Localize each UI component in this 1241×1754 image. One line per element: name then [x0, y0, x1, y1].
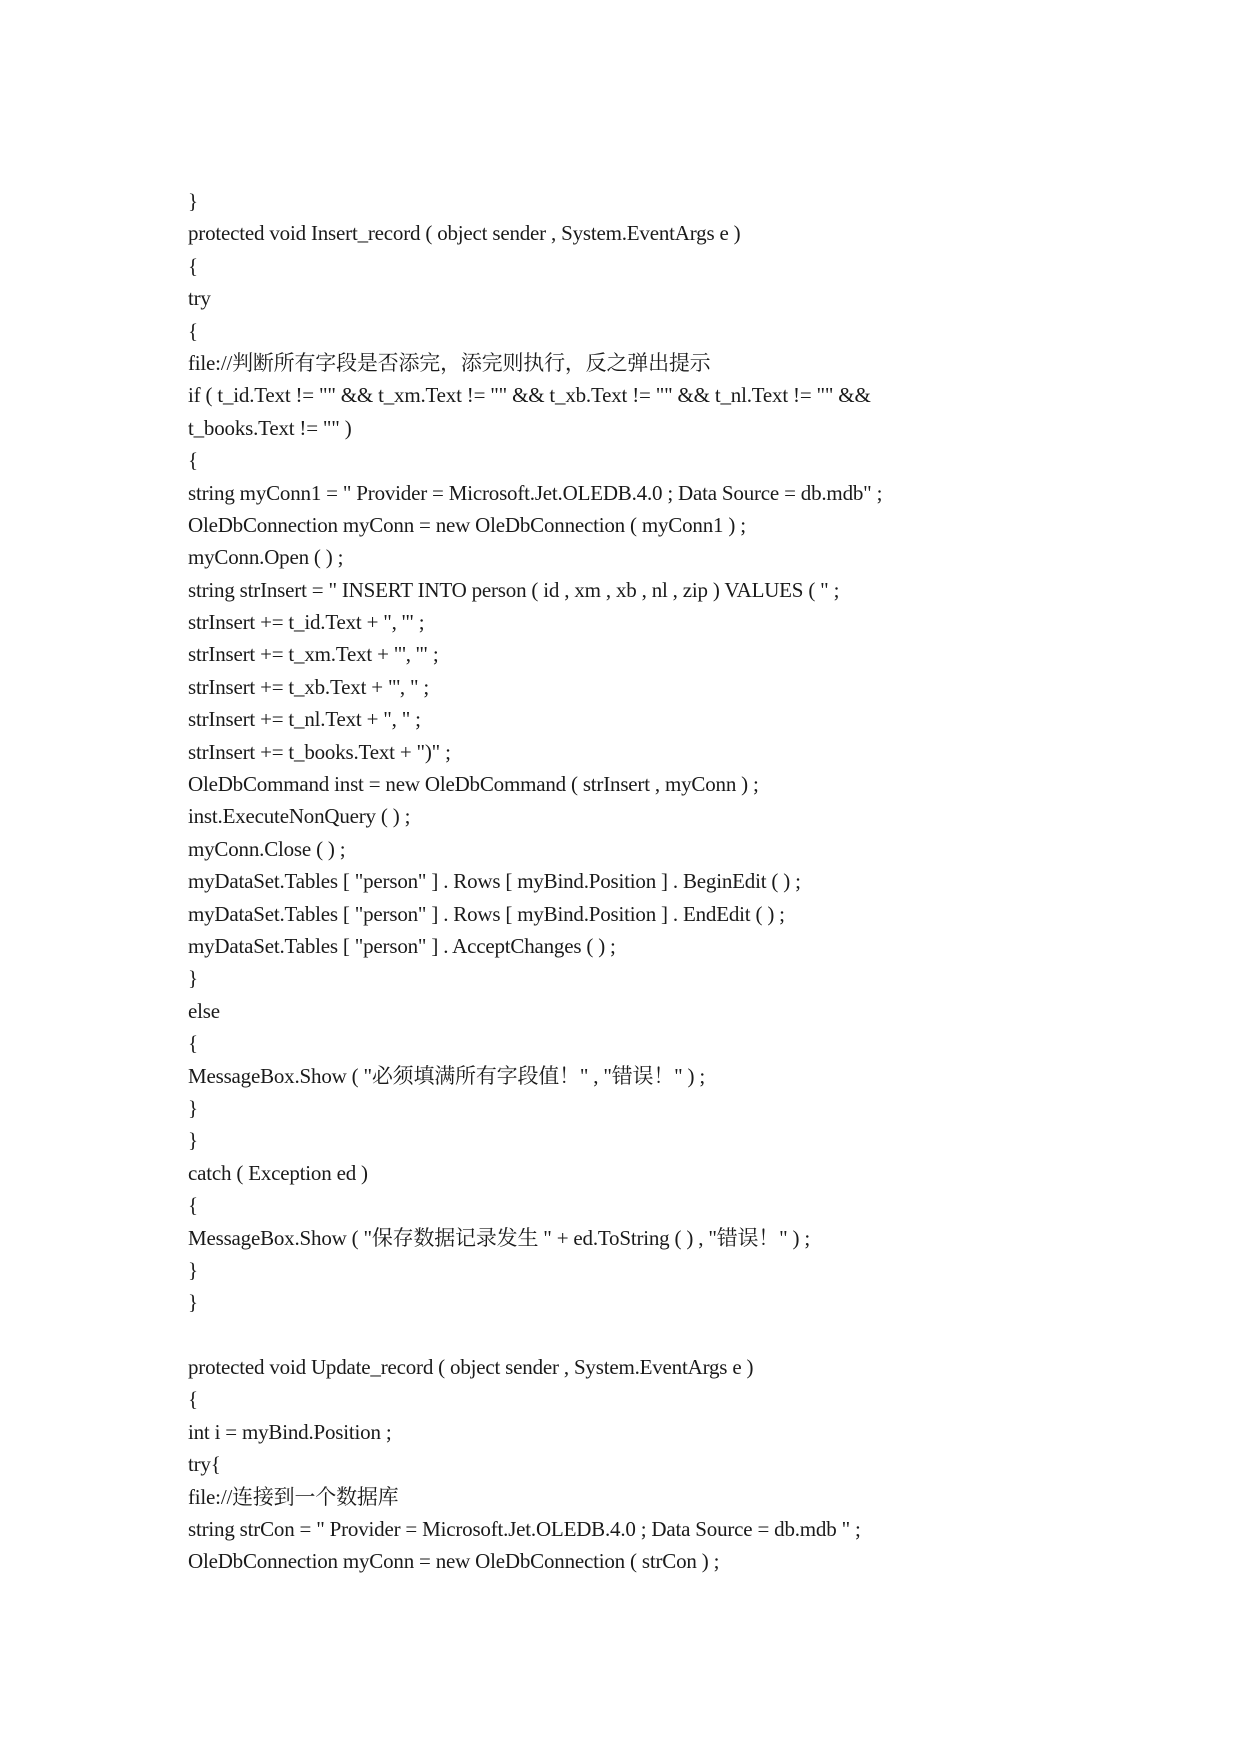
code-line: int i = myBind.Position ;	[188, 1419, 392, 1444]
code-line: strInsert += t_nl.Text + ", " ;	[188, 707, 421, 732]
code-line: file://连接到一个数据库	[188, 1484, 399, 1509]
code-line: myDataSet.Tables [ "person" ] . Rows [ myBind.Position ] . BeginEdit ( ) ;	[188, 869, 801, 894]
code-line: MessageBox.Show ( "保存数据记录发生 " + ed.ToString ( ) , "错误！" ) ;	[188, 1225, 810, 1250]
code-line: protected void Insert_record ( object sender , System.EventArgs e )	[188, 221, 741, 246]
code-line: }	[188, 1257, 198, 1282]
code-line: myConn.Close ( ) ;	[188, 836, 346, 861]
code-line: OleDbConnection myConn = new OleDbConnection ( myConn1 ) ;	[188, 512, 746, 537]
code-line: }	[188, 1095, 198, 1120]
code-line: {	[188, 253, 198, 278]
code-listing	[188, 185, 1088, 1578]
code-line: OleDbCommand inst = new OleDbCommand ( strInsert , myConn ) ;	[188, 772, 759, 797]
code-line: myConn.Open ( ) ;	[188, 545, 344, 570]
code-line: }	[188, 189, 198, 213]
code-line: {	[188, 318, 198, 343]
code-line: OleDbConnection myConn = new OleDbConnection ( strCon ) ;	[188, 1549, 720, 1574]
code-line: try{	[188, 1452, 221, 1477]
code-line: protected void Update_record ( object sender , System.EventArgs e )	[188, 1355, 754, 1380]
code-line: catch ( Exception ed )	[188, 1160, 368, 1185]
code-line: }	[188, 1128, 198, 1153]
code-line: {	[188, 1193, 198, 1218]
code-line: inst.ExecuteNonQuery ( ) ;	[188, 804, 411, 829]
code-line: file://判断所有字段是否添完，添完则执行，反之弹出提示	[188, 350, 711, 375]
code-line: myDataSet.Tables [ "person" ] . Rows [ myBind.Position ] . EndEdit ( ) ;	[188, 901, 785, 926]
code-line: {	[188, 448, 198, 473]
code-line: }	[188, 1290, 198, 1315]
code-line: try	[188, 286, 211, 311]
code-line: MessageBox.Show ( "必须填满所有字段值！" , "错误！" ) ;	[188, 1063, 706, 1088]
code-line: t_books.Text != "" )	[188, 415, 352, 440]
code-line: strInsert += t_books.Text + ")" ;	[188, 739, 451, 764]
code-line: strInsert += t_xm.Text + "', '" ;	[188, 642, 439, 667]
code-line: string strCon = " Provider = Microsoft.Jet.OLEDB.4.0 ; Data Source = db.mdb " ;	[188, 1517, 861, 1542]
code-line: {	[188, 1031, 198, 1056]
code-line: strInsert += t_xb.Text + "', " ;	[188, 674, 430, 699]
code-line: {	[188, 1387, 198, 1412]
code-line: if ( t_id.Text != "" && t_xm.Text != "" && t_xb.Text != "" && t_nl.Text != "" &&	[188, 383, 871, 408]
code-line: string myConn1 = " Provider = Microsoft.Jet.OLEDB.4.0 ; Data Source = db.mdb" ;	[188, 480, 883, 505]
code-line: string strInsert = " INSERT INTO person ( id , xm , xb , nl , zip ) VALUES ( " ;	[188, 577, 840, 602]
code-line	[188, 1319, 1088, 1351]
code-line: strInsert += t_id.Text + ", '" ;	[188, 610, 425, 635]
code-line: else	[188, 998, 220, 1023]
code-line: myDataSet.Tables [ "person" ] . AcceptChanges ( ) ;	[188, 933, 616, 958]
code-line: }	[188, 966, 198, 991]
